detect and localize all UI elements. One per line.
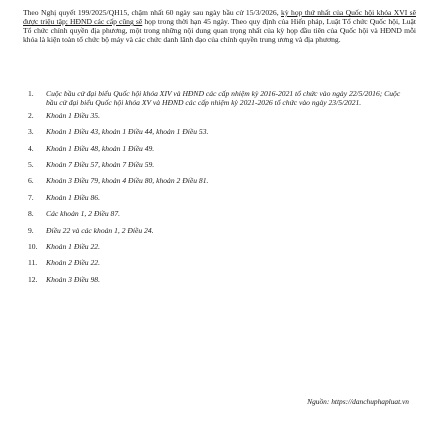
- source-citation: Nguồn: https://danchuphapluat.vn: [307, 397, 409, 406]
- footnote-number: 5.: [28, 159, 34, 169]
- footnote-number: 7.: [28, 192, 34, 202]
- intro-paragraph: [23, 8, 416, 44]
- footnote-text: Khoản 1 Điều 43, khoản 1 Điều 44, khoản 1 Điều 53.: [46, 127, 209, 137]
- footnote-number: 2.: [28, 110, 34, 120]
- footnote-item: [28, 258, 408, 267]
- footnote-number: 3.: [28, 127, 34, 137]
- footnote-number: 10.: [28, 241, 38, 251]
- footnote-text: Khoản 3 Điều 98.: [46, 274, 100, 284]
- footnote-item: [28, 176, 408, 185]
- footnote-number: 9.: [28, 225, 34, 235]
- footnote-item: [28, 242, 408, 251]
- footnote-item: [28, 209, 408, 218]
- footnote-number: 8.: [28, 209, 34, 219]
- intro-text-part-1: Theo Nghị quyết 199/2025/QH15, chậm nhất 60 ngày sau ngày bầu cử 15/3/2026,: [23, 8, 282, 17]
- footnote-text: Khoản 1 Điều 22.: [46, 241, 100, 251]
- footnote-item: [28, 160, 408, 169]
- footnote-text: Khoản 3 Điều 79, khoản 4 Điều 80, khoản 2 Điều 81.: [46, 176, 209, 186]
- footnote-number: 4.: [28, 143, 34, 153]
- footnote-text: Khoản 1 Điều 86.: [46, 192, 100, 202]
- footnote-number: 12.: [28, 274, 38, 284]
- intro-text-underlined: kỳ họp thứ nhất của Quốc hội khóa XVI sẽ được triệu tập; HĐND các cấp cũng sẽ: [23, 8, 416, 27]
- footnote-list: [28, 89, 408, 284]
- footnote-text: Khoản 7 Điều 57, khoản 7 Điều 59.: [46, 159, 155, 169]
- intro-text-part-3: họp trong thời hạn 45 ngày. Theo quy định của Hiến pháp, Luật Tổ chức Quốc hội, Luật Tổ chức chính quyền địa phương, một trong những nội dung quan trọng nhất của kỳ họp đầu tiên của Quốc hội và HĐND mỗi khóa là kiện toàn tổ chức bộ máy và các chức danh lãnh đạo của chính quyền trung ương và địa phương.: [23, 17, 417, 45]
- footnote-number: 6.: [28, 176, 34, 186]
- footnote-text: Khoản 1 Điều 35.: [46, 110, 100, 120]
- footnote-item: [28, 226, 408, 235]
- footnote-item: [28, 144, 408, 153]
- footnote-text: Khoản 1 Điều 48, khoản 1 Điều 49.: [46, 143, 155, 153]
- footnote-item: [28, 127, 408, 136]
- footnote-text: Cuộc bầu cử đại biểu Quốc hội khóa XIV và HĐND các cấp nhiệm kỳ 2016-2021 tổ chức vào ngày 22/5/2016; Cuộc bầu cử đại biểu Quốc hội khóa XV và HĐND các cấp nhiệm kỳ 2021-2026 tổ chức vào ngày 23/5/2021.: [46, 89, 401, 108]
- footnote-number: 1.: [28, 89, 34, 98]
- footnote-item: [28, 193, 408, 202]
- footnote-item: [28, 89, 408, 107]
- footnote-text: Khoản 2 Điều 22.: [46, 258, 100, 268]
- footnote-text: Điều 22 và các khoản 1, 2 Điều 24.: [46, 225, 154, 235]
- footnote-item: [28, 111, 408, 120]
- footnote-number: 11.: [28, 258, 38, 268]
- footnote-text: Các khoản 1, 2 Điều 87.: [46, 209, 121, 219]
- footnote-item: [28, 275, 408, 284]
